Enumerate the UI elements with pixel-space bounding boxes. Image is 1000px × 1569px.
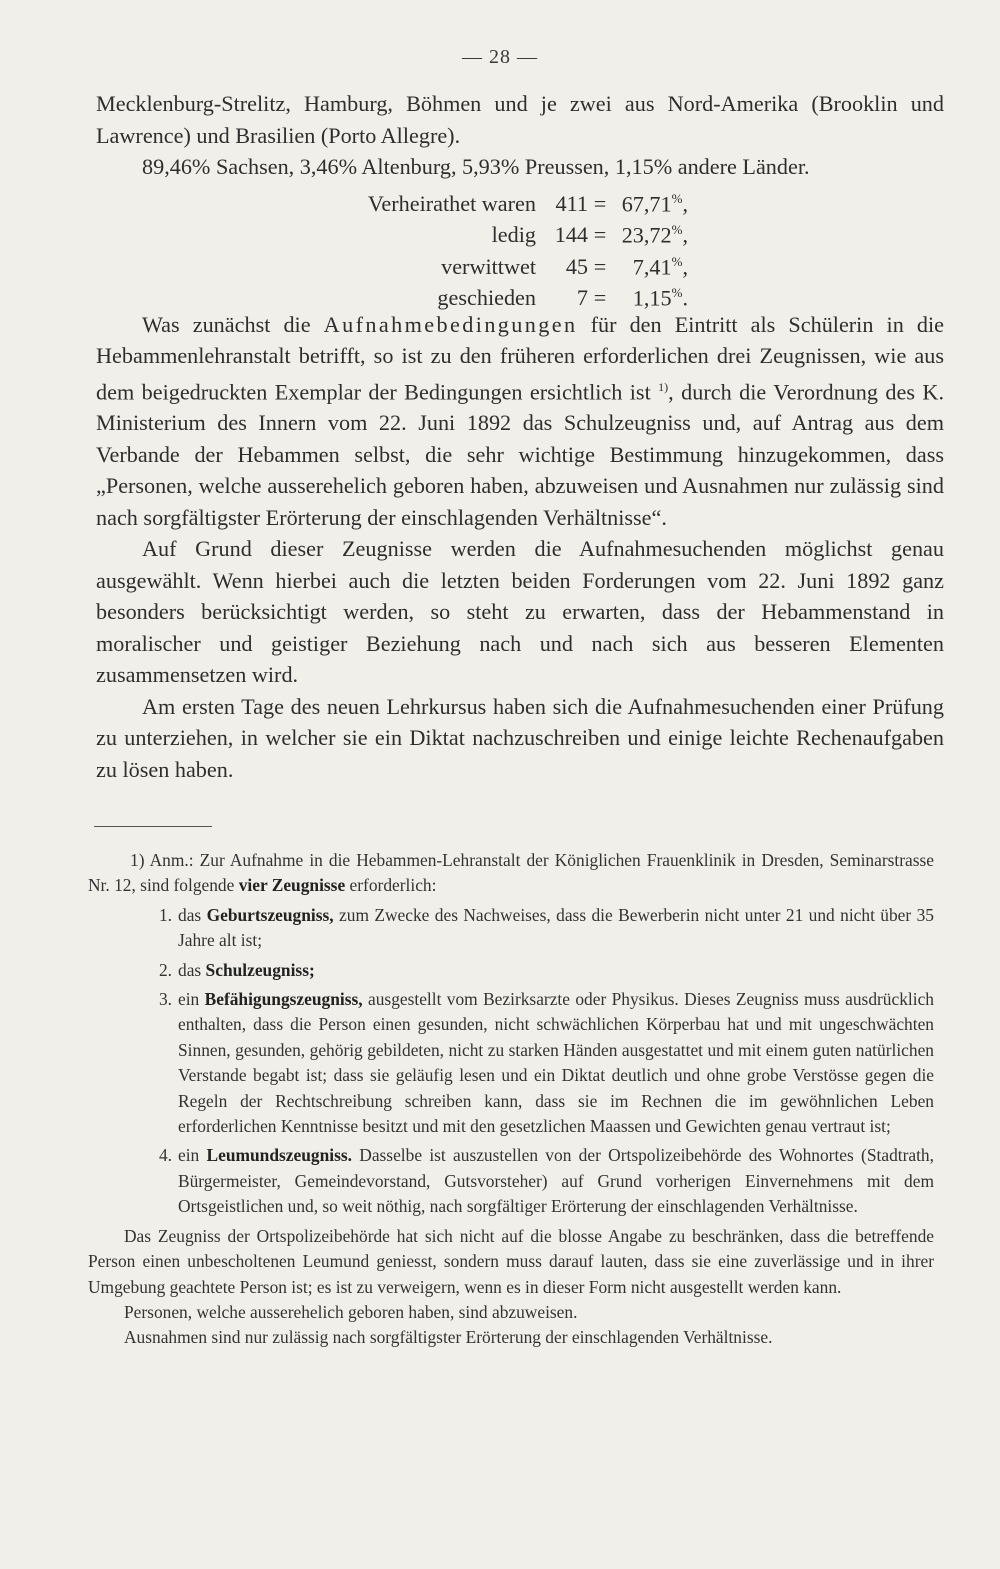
marital-label: geschieden bbox=[437, 285, 536, 311]
marital-count: 7 bbox=[576, 285, 588, 311]
footnote-item: 4. ein Leumundszeugniss. Dasselbe ist auszustellen von der Ortspolizeibehörde des Wohnortes (Stadtrath, Bürgermeister, Gemeindevorstand, Gutsvorsteher) auf Grund vorherigen Einvernehmens mit dem Ortsgeistlichen und, so weit nöthig, nach sorgfältiger Erörterung der einschlagenden Verhältnisse. bbox=[158, 1145, 934, 1217]
footnote-item: 2. das Schulzeugniss; bbox=[158, 959, 315, 980]
page-number: — 28 — bbox=[462, 46, 538, 68]
marital-label: ledig bbox=[491, 222, 536, 248]
marital-count: 144 bbox=[554, 222, 588, 248]
marital-row-single bbox=[96, 214, 944, 246]
footnote-paragraph: Personen, welche ausserehelich geboren haben, sind abzuweisen. bbox=[124, 1301, 578, 1322]
footnote-reference: 1) bbox=[658, 379, 669, 394]
marital-label: Verheirathet waren bbox=[367, 190, 536, 216]
equals-sign: = bbox=[593, 222, 607, 248]
marital-row-widowed bbox=[96, 246, 944, 278]
marital-percent: 1,15%. bbox=[632, 285, 688, 311]
marital-percent: 23,72%, bbox=[621, 222, 688, 248]
paragraph-percentages: 89,46% Sachsen, 3,46% Altenburg, 5,93% Preussen, 1,15% andere Länder. bbox=[142, 154, 810, 179]
paragraph-selection: Auf Grund dieser Zeugnisse werden die Aufnahmesuchenden möglichst genau ausgewählt. Wenn hierbei auch die letzten beiden Forderungen vom 22. Juni 1892 ganz besonders berücksichtigt werden, so steht zu erwarten, dass der Hebammenstand in moralischer und geistiger Beziehung nach und nach sich aus besseren Elementen zusammensetzen wird. bbox=[96, 536, 944, 688]
paragraph-exam: Am ersten Tage des neuen Lehrkursus haben sich die Aufnahmesuchenden einer Prüfung zu unterziehen, in welcher sie ein Diktat nachzuschreiben und einige leichte Rechenaufgaben zu lösen haben. bbox=[96, 693, 944, 782]
footnote-lead: 1) Anm.: Zur Aufnahme in die Hebammen-Lehranstalt der Königlichen Frauenklinik in Dresden, Seminarstrasse Nr. 12, sind folgende vier Zeugnisse erforderlich: bbox=[88, 850, 934, 896]
equals-sign: = bbox=[593, 285, 607, 311]
paragraph-origin: Mecklenburg-Strelitz, Hamburg, Böhmen und je zwei aus Nord-Amerika (Brooklin und Lawrence) und Brasilien (Porto Allegre). bbox=[96, 91, 944, 148]
footnote-paragraph: Ausnahmen sind nur zulässig nach sorgfältigster Erörterung der einschlagenden Verhältnisse. bbox=[124, 1327, 773, 1348]
footnote-divider bbox=[94, 826, 212, 827]
footnote-item: 1. das Geburtszeugniss, zum Zwecke des Nachweises, dass die Bewerberin nicht unter 21 und nicht über 35 Jahre alt ist; bbox=[158, 904, 934, 951]
footnote-paragraph: Das Zeugniss der Ortspolizeibehörde hat sich nicht auf die blosse Angabe zu beschränken, dass die betreffende Person einen unbescholtenen Leumund geniesst, sondern muss darauf lauten, dass sie eine zuverlässige und in ihrer Umgebung geachtete Person ist; es ist zu verweigern, wenn es in dieser Form nicht ausgestellt werden kann. bbox=[88, 1225, 934, 1297]
marital-label: verwittwet bbox=[441, 253, 536, 279]
paragraph-admission: Was zunächst die Aufnahmebedingungen für den Eintritt als Schülerin in die Hebammenlehranstalt betrifft, so ist zu den früheren erforderlichen drei Zeugnissen, wie aus dem beigedruckten Exemplar der Bedingungen ersichtlich ist $^{1)}$, durch die Verordnung des K. Ministerium des Innern vom 22. Juni 1892 das Schulzeugniss und, auf Antrag aus dem Verbande der Hebammen selbst, die sehr wichtige Bestimmung hinzugekommen, dass „Personen, welche ausserehelich geboren haben, abzuweisen und Ausnahmen nur zulässig sind nach sorgfältigster Erörterung der einschlagenden Verhältnisse“. bbox=[96, 311, 944, 530]
marital-count: 411 bbox=[555, 190, 588, 216]
equals-sign: = bbox=[593, 253, 607, 279]
main-text bbox=[96, 88, 944, 785]
marital-row-married bbox=[96, 183, 944, 215]
footnote-item: 3. ein Befähigungszeugniss, ausgestellt vom Bezirksarzte oder Physikus. Dieses Zeugniss muss ausdrücklich enthalten, dass die Person einen gesunden, nicht schwächlichen Körperbau hat und mit ungeschwächten Sinnen, gesunden, gehörig gebildeten, nicht zu starken Händen ausgestattet und mit einem guten natürlichen Verstande begabt ist; dass sie geläufig lesen und ein Diktat deutlich und ohne grobe Verstösse gegen die Regeln der Rechtschreibung schreiben kann, dass sie im Rechnen die im gewöhnlichen Leben erforderlichen Kenntnisse besitzt und mit den gesetzlichen Maassen und Gewichten genau vertraut ist; bbox=[158, 989, 934, 1137]
admission-conditions-term: Aufnahmebedingungen bbox=[323, 311, 578, 337]
marital-status-table bbox=[96, 183, 944, 309]
marital-percent: 7,41%, bbox=[632, 253, 688, 279]
marital-count: 45 bbox=[565, 253, 588, 279]
marital-row-divorced bbox=[96, 277, 944, 309]
footnote bbox=[88, 848, 934, 1351]
marital-percent: 67,71%, bbox=[621, 190, 688, 216]
equals-sign: = bbox=[593, 190, 607, 216]
